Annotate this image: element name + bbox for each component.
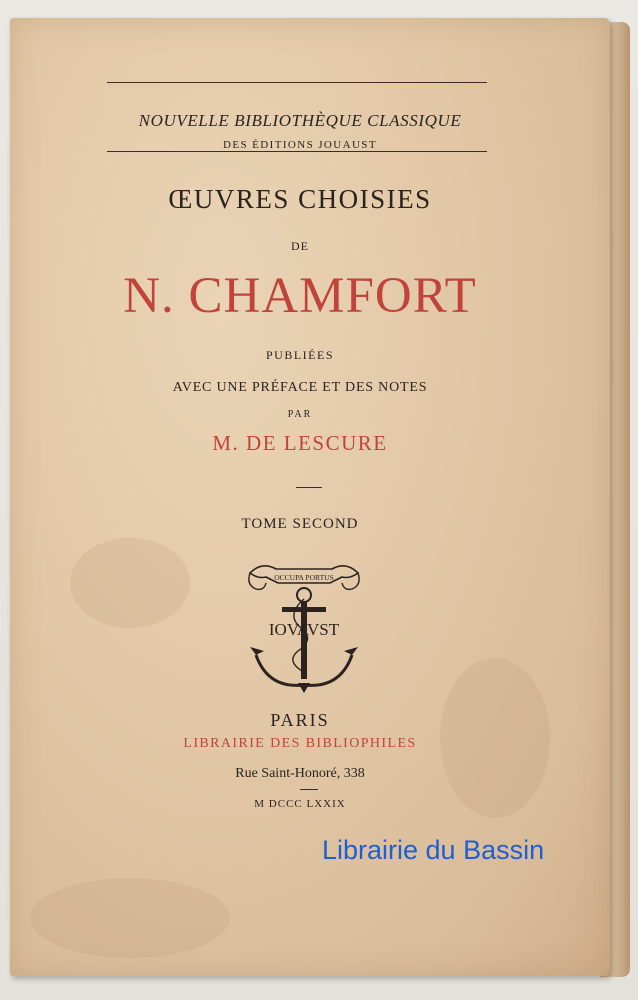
- mark-motto: OCCUPA PORTUS: [274, 573, 334, 582]
- publisher-name: LIBRAIRIE DES BIBLIOPHILES: [183, 736, 417, 751]
- bottom-rule: [107, 151, 487, 152]
- city: PARIS: [270, 710, 330, 730]
- series-title: NOUVELLE BIBLIOTHÈQUE CLASSIQUE: [138, 111, 462, 130]
- top-rule: [107, 82, 487, 83]
- editor-name: M. DE LESCURE: [212, 431, 388, 455]
- publisher-address: Rue Saint-Honoré, 338: [235, 766, 365, 781]
- book-title: ŒUVRES CHOISIES: [168, 184, 432, 214]
- publiees-line: PUBLIÉES: [265, 348, 334, 362]
- author-name: N. CHAMFORT: [123, 268, 477, 324]
- title-de: DE: [291, 239, 309, 253]
- paper-stain: [30, 878, 230, 958]
- preface-line: AVEC UNE PRÉFACE ET DES NOTES: [172, 380, 428, 395]
- series-subtitle: DES ÉDITIONS JOUAUST: [223, 139, 377, 151]
- divider: [296, 487, 322, 488]
- publication-year: M DCCC LXXIX: [254, 798, 346, 810]
- book-cover: [10, 18, 610, 976]
- paper-stain: [70, 538, 190, 628]
- divider: [300, 789, 318, 790]
- seller-watermark: Librairie du Bassin: [322, 835, 545, 865]
- par-line: PAR: [287, 409, 313, 420]
- anchor-printer-mark-icon: [242, 555, 366, 695]
- volume-label: TOME SECOND: [241, 516, 359, 532]
- mark-name: IOVAVST: [268, 620, 340, 639]
